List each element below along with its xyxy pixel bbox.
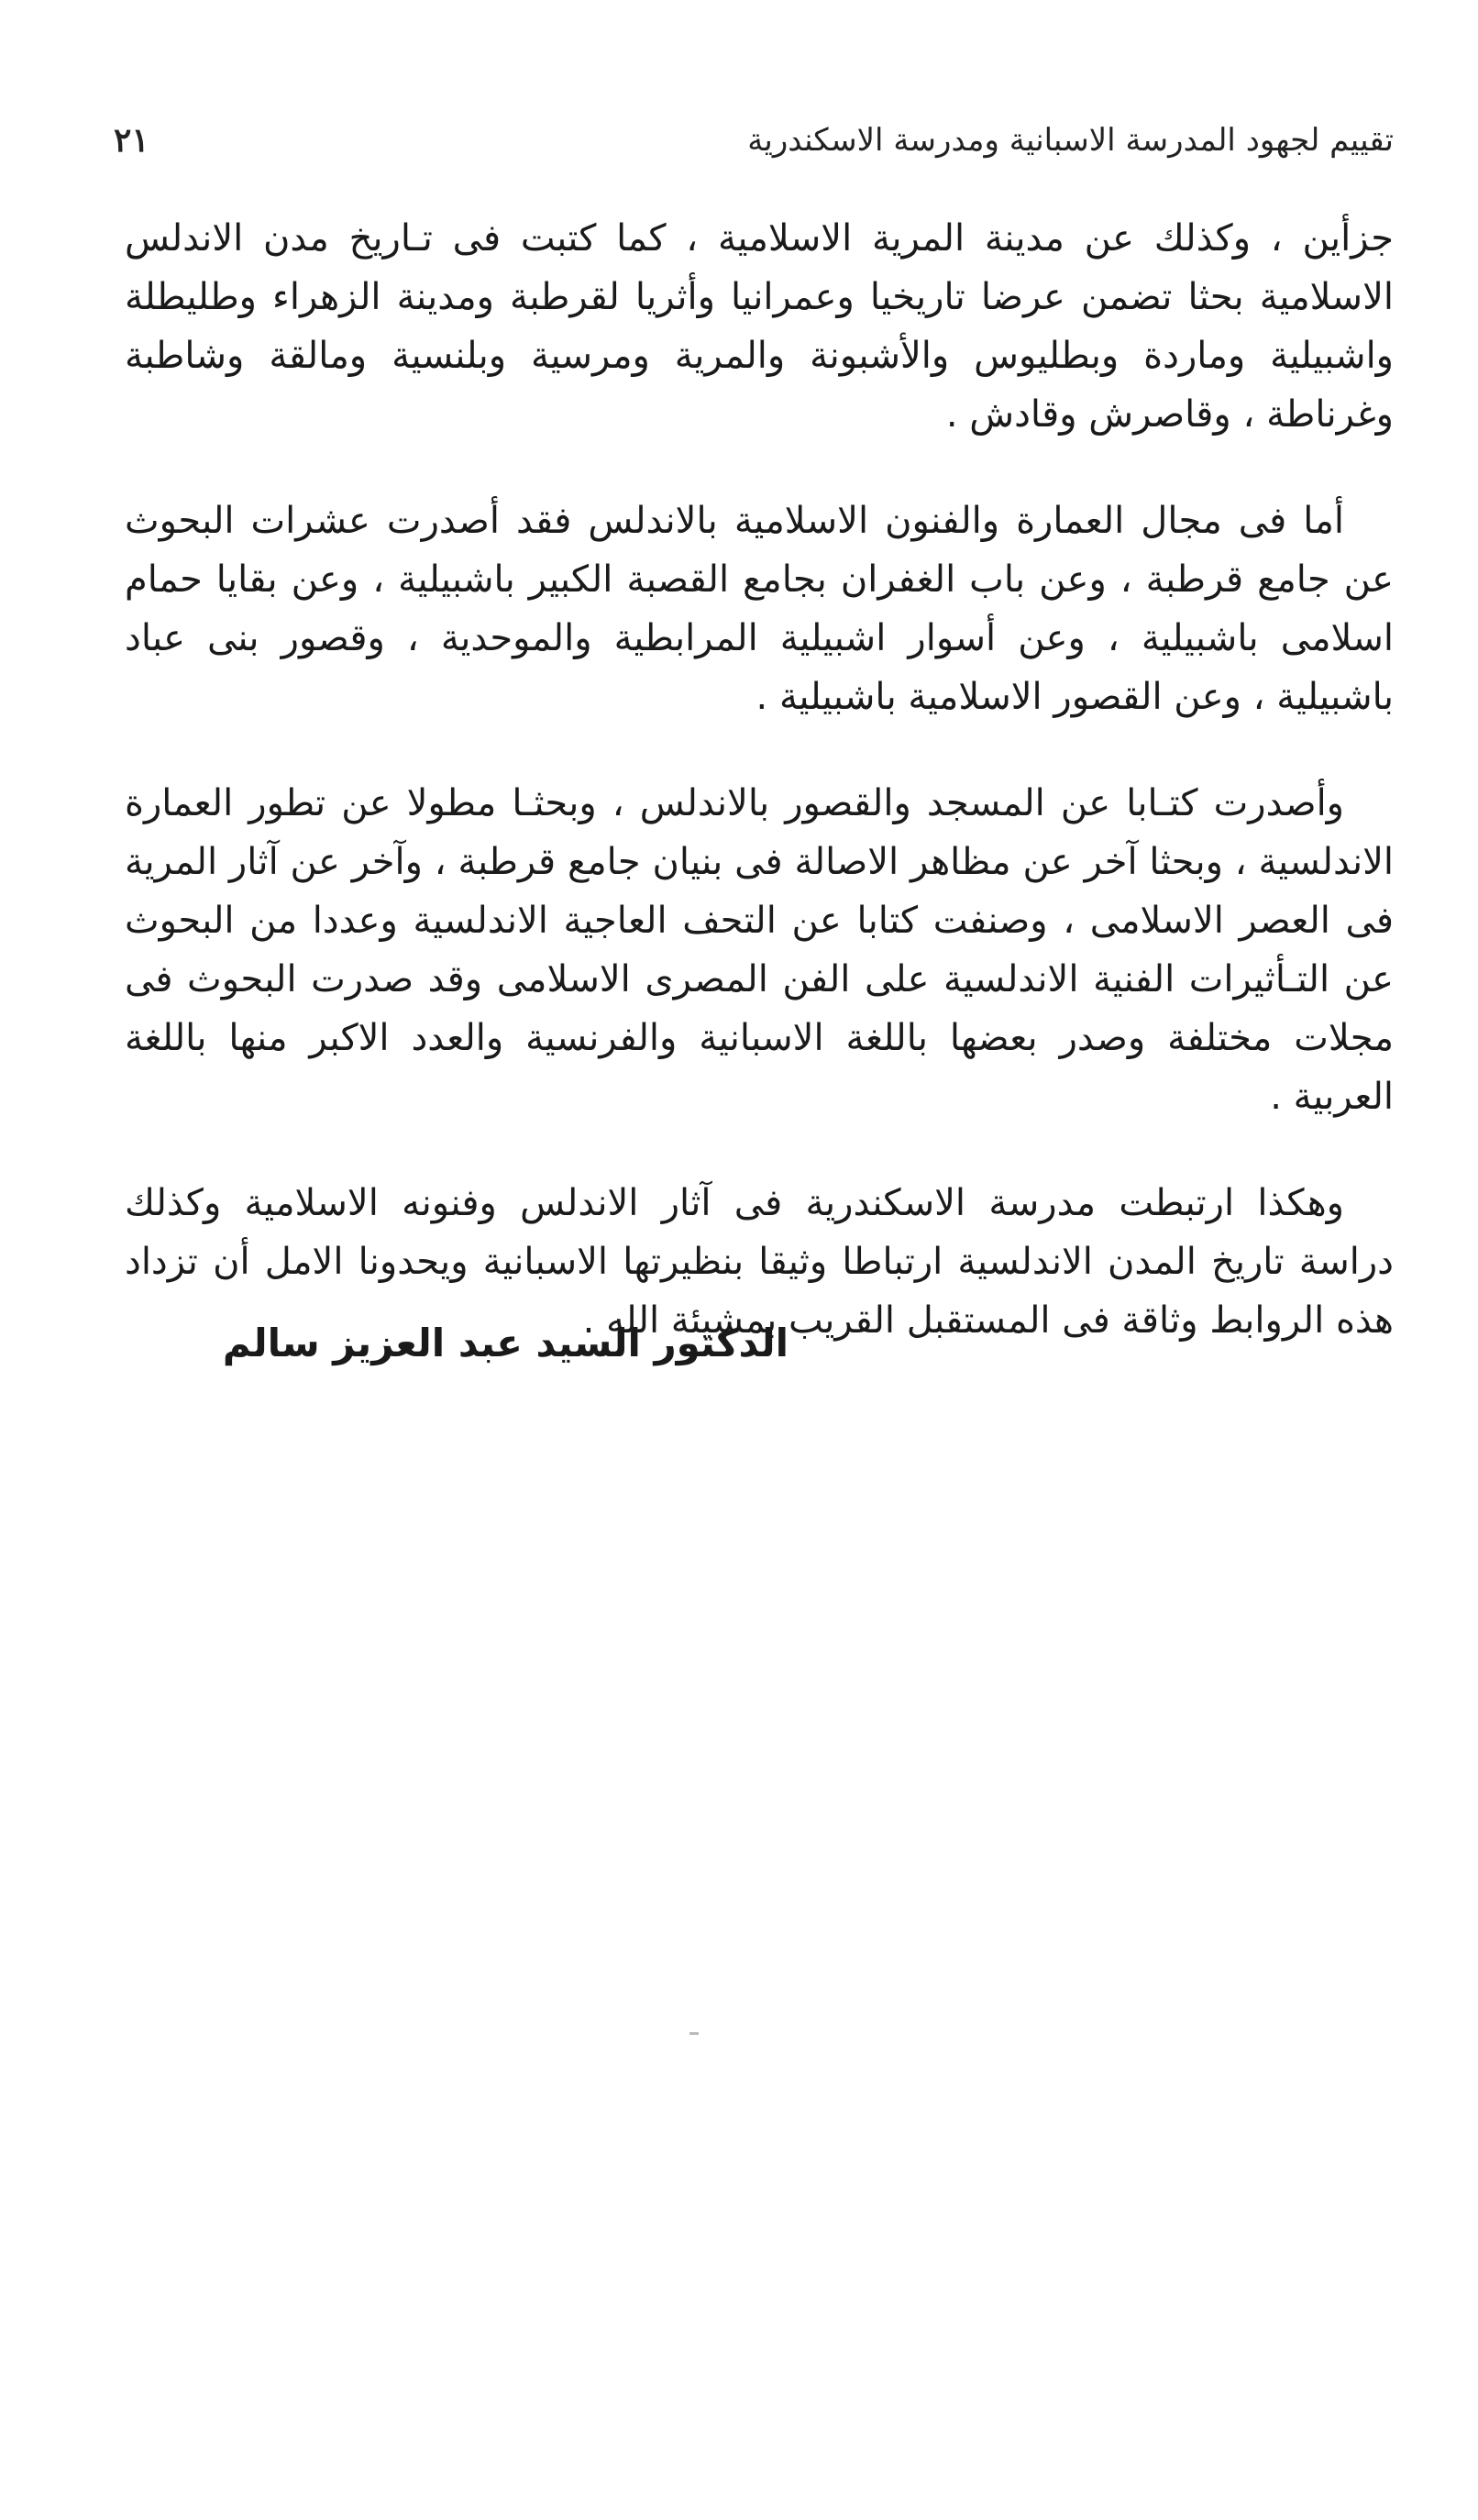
- paragraph-3: وأصدرت كتـابا عن المسجد والقصور بالاندلس ، وبحثـا مطولا عن تطور العمارة الاندلسية ، وبحثا آخر عن مظاهر الاصالة فى بنيان جامع قرطبة ، وآخر عن آثار المرية فى العصر الاسلامى ، وصنفت كتابا عن التحف العاجية الاندلسية وعددا من البحوث عن التـأثيرات الفنية الاندلسية على الفن المصرى الاسلامى وقد صدرت البحوث فى مجلات مختلفة وصدر بعضها باللغة الاسبانية والفرنسية والعدد الاكبر منها باللغة العربية .: [125, 782, 1394, 1118]
- running-title: تقييم لجهود المدرسة الاسبانية ومدرسة الاسكندرية: [747, 122, 1394, 159]
- paragraph-4: وهكذا ارتبطت مدرسة الاسكندرية فى آثار الاندلس وفنونه الاسلامية وكذلك دراسة تاريخ المدن الاندلسية ارتباطا وثيقا بنظيرتها الاسبانية ويحدونا الامل أن تزداد هذه الروابط وثاقة فى المستقبل القريب بمشيئة الله .: [125, 1182, 1394, 1342]
- scan-speck: [689, 2032, 699, 2035]
- body-text: [125, 209, 1394, 1398]
- page-header: [114, 108, 1394, 172]
- author-signature: الدكتور السيد عبد العزيز سالم: [222, 1321, 789, 1365]
- page-number: ٢١: [114, 121, 149, 160]
- paragraph-1: جزأين ، وكذلك عن مدينة المرية الاسلامية ، كما كتبت فى تـاريخ مدن الاندلس الاسلامية بحثا تضمن عرضا تاريخيا وعمرانيا وأثريا لقرطبة ومدينة الزهراء وطليطلة واشبيلية وماردة وبطليوس والأشبونة والمرية ومرسية وبلنسية ومالقة وشاطبة وغرناطة ، وقاصرش وقادش .: [125, 217, 1394, 436]
- paragraph-2: أما فى مجال العمارة والفنون الاسلامية بالاندلس فقد أصدرت عشرات البحوث عن جامع قرطبة ، وعن باب الغفران بجامع القصبة الكبير باشبيلية ، وعن بقايا حمام اسلامى باشبيلية ، وعن أسوار اشبيلية المرابطية والموحدية ، وقصور بنى عباد باشبيلية ، وعن القصور الاسلامية باشبيلية .: [125, 500, 1394, 718]
